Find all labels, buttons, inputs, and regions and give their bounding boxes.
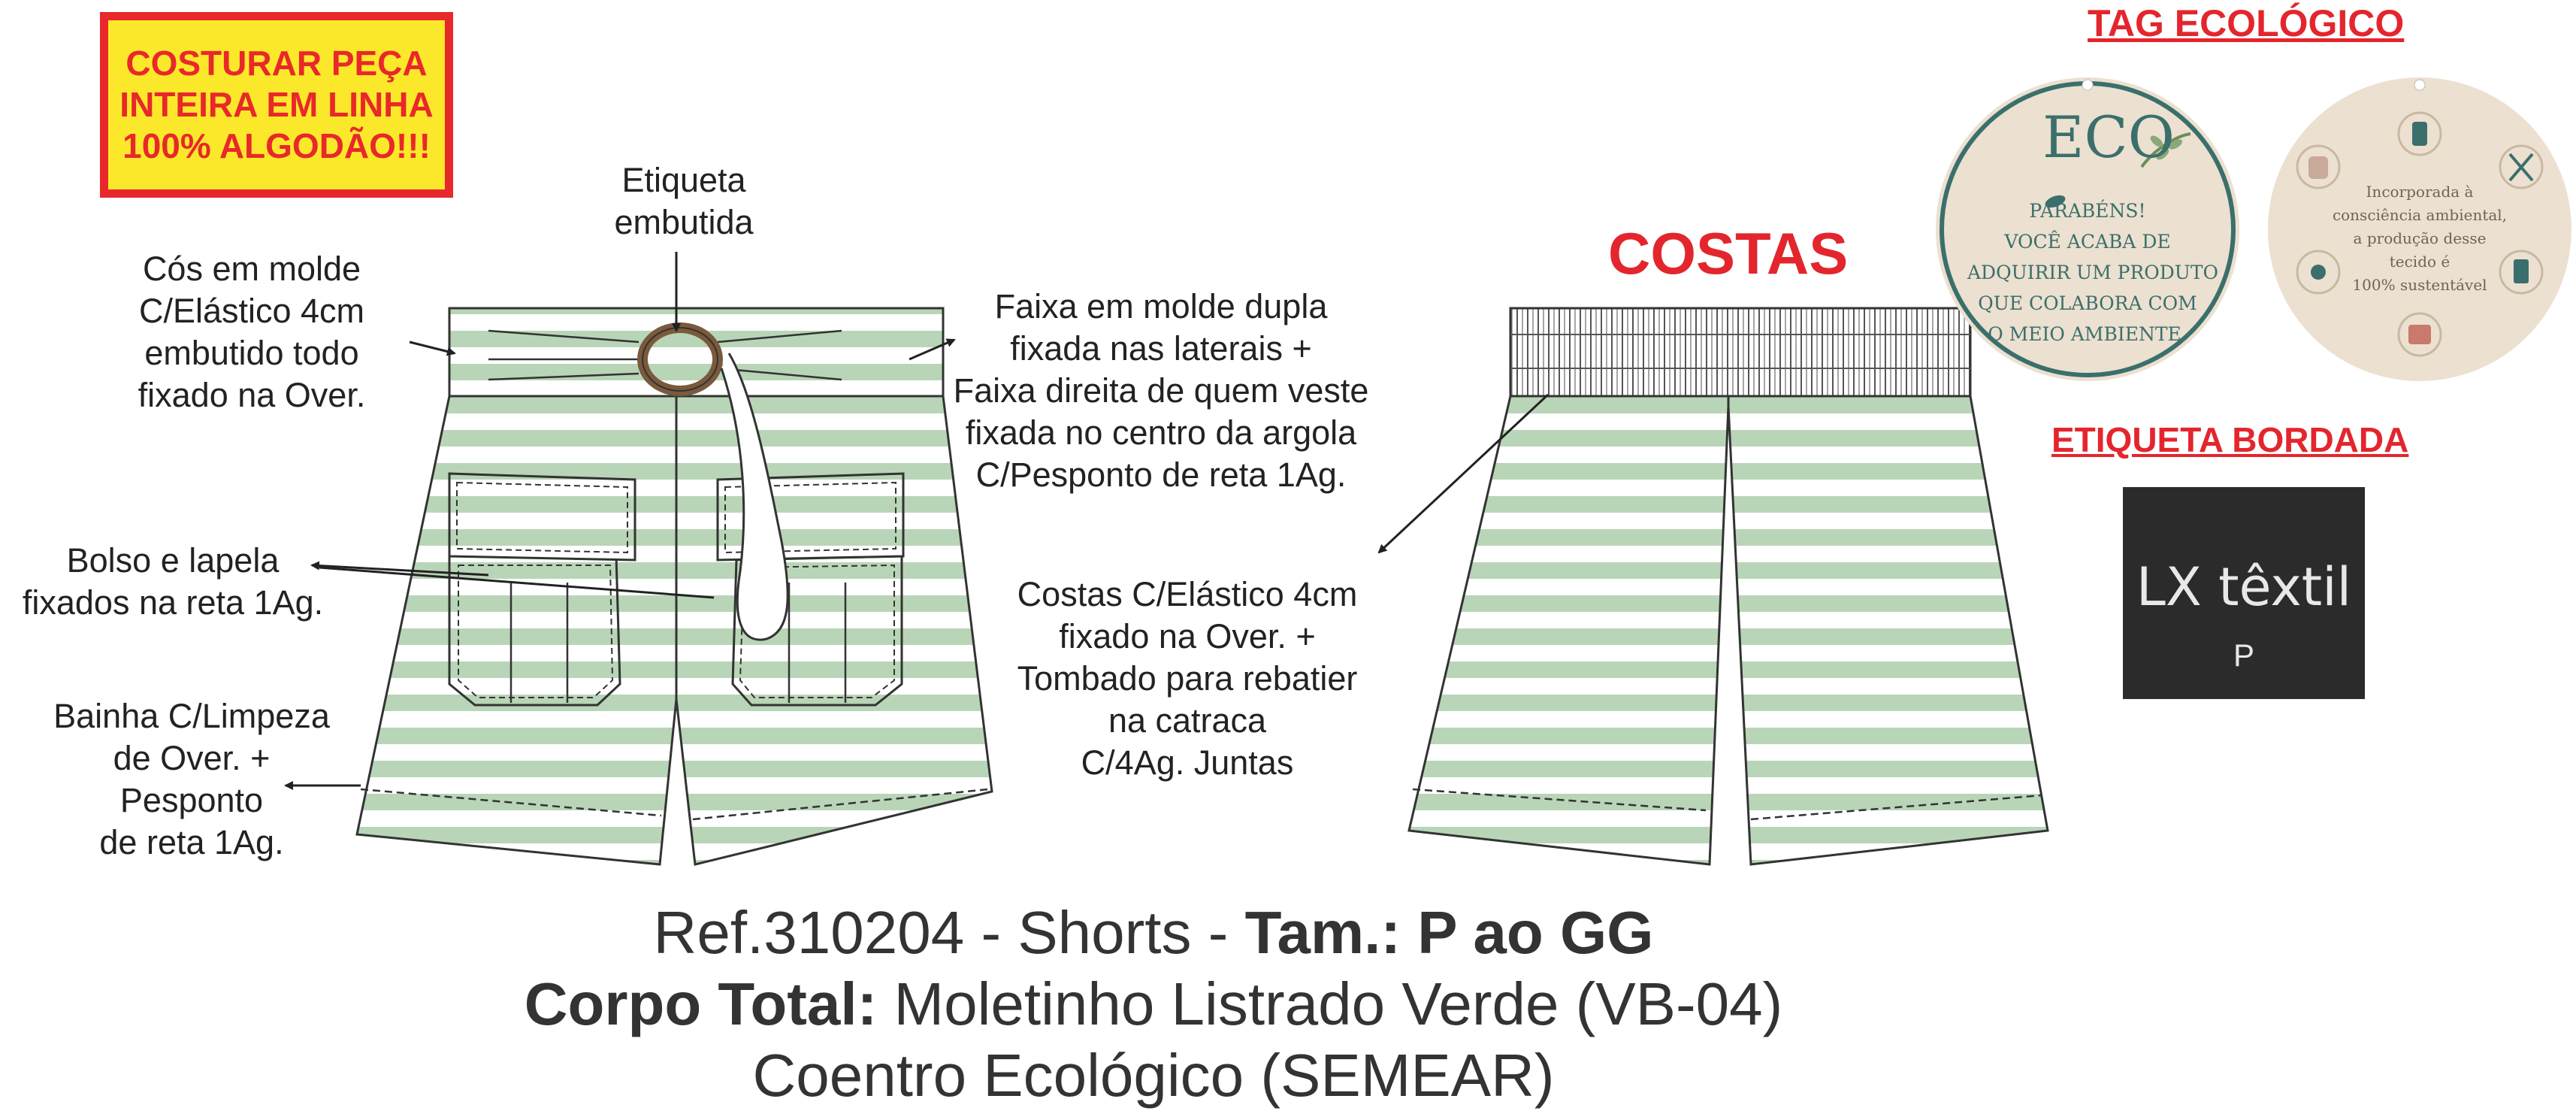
front-shorts xyxy=(357,308,992,864)
note-back xyxy=(988,574,1386,784)
note-line: Tombado para rebatier xyxy=(1017,659,1358,698)
embroidered-label xyxy=(2123,487,2365,699)
note-line: C/4Ag. Juntas xyxy=(1081,743,1294,782)
note-line: Etiqueta xyxy=(621,161,746,199)
note-line: Costas C/Elástico 4cm xyxy=(1017,575,1358,613)
eco-tag-back-text xyxy=(2322,180,2517,297)
note-line: de Over. + xyxy=(113,739,271,777)
tag-line: VOCÊ ACABA DE xyxy=(2004,231,2171,253)
note-label-embedded xyxy=(579,159,789,244)
eco-tag-title: TAG ECOLÓGICO xyxy=(2088,2,2405,44)
tag-line: Incorporada à xyxy=(2366,183,2474,201)
note-pocket xyxy=(0,540,346,624)
tag-line: tecido é xyxy=(2389,253,2451,271)
tag-line: O MEIO AMBIENTE. xyxy=(1988,323,2187,345)
note-line: Cós em molde xyxy=(142,250,361,288)
note-line: Bainha C/Limpeza xyxy=(53,697,330,735)
footer-body-label: Corpo Total: xyxy=(524,970,878,1037)
note-line: C/Elástico 4cm xyxy=(138,292,365,330)
tag-line: 100% sustentável xyxy=(2352,276,2487,294)
note-line: fixado na Over. xyxy=(138,376,366,414)
footer-body-line xyxy=(0,970,2307,1039)
note-line: fixada nas laterais + xyxy=(1010,329,1312,368)
note-line: fixado na Over. + xyxy=(1059,617,1316,655)
tag-line: consciência ambiental, xyxy=(2332,206,2508,224)
embroidered-label-title: ETIQUETA BORDADA xyxy=(2051,420,2409,459)
note-line: C/Pesponto de reta 1Ag. xyxy=(975,456,1347,494)
note-line: Pesponto xyxy=(119,781,264,819)
back-waistband xyxy=(1510,308,1970,396)
note-line: na catraca xyxy=(1108,701,1267,740)
brand-name: LX têxtil xyxy=(2136,556,2352,618)
back-shorts xyxy=(1409,308,2048,864)
tag-line: QUE COLABORA COM xyxy=(1978,292,2197,314)
footer-ref-line xyxy=(0,898,2307,967)
tag-line: a produção desse xyxy=(2353,229,2487,247)
note-line: embutido todo xyxy=(144,334,359,372)
tag-line: ADQUIRIR UM PRODUTO xyxy=(1967,262,2219,283)
footer-ref: Ref.310204 - Shorts - xyxy=(653,899,1245,966)
note-line: Faixa em molde dupla xyxy=(994,287,1328,325)
brand-size: P xyxy=(2233,637,2254,673)
eco-tag-front-text xyxy=(1967,195,2219,350)
back-title: COSTAS xyxy=(1608,220,1849,286)
footer-size: Tam.: P ao GG xyxy=(1244,899,1654,966)
eco-logo: ECO xyxy=(2042,104,2175,171)
note-hem xyxy=(30,695,353,864)
warning-line-2: INTEIRA EM LINHA xyxy=(119,85,434,124)
warning-line-3: 100% ALGODÃO!!! xyxy=(122,126,431,165)
note-belt xyxy=(917,286,1405,496)
note-line: Bolso e lapela xyxy=(66,541,280,580)
back-body xyxy=(1409,396,2048,864)
note-line: Faixa direita de quem veste xyxy=(953,371,1369,410)
note-line: de reta 1Ag. xyxy=(99,823,284,861)
note-line: embutida xyxy=(614,203,754,241)
warning-line-1: COSTURAR PEÇA xyxy=(125,44,428,83)
note-waistband xyxy=(94,248,410,416)
footer-body-value: Moletinho Listrado Verde (VB-04) xyxy=(877,970,1783,1037)
tag-line: PARABÉNS! xyxy=(2029,200,2146,222)
note-line: fixada no centro da argola xyxy=(965,413,1357,452)
footer-trim: Coentro Ecológico (SEMEAR) xyxy=(752,1042,1555,1109)
note-line: fixados na reta 1Ag. xyxy=(22,583,324,622)
